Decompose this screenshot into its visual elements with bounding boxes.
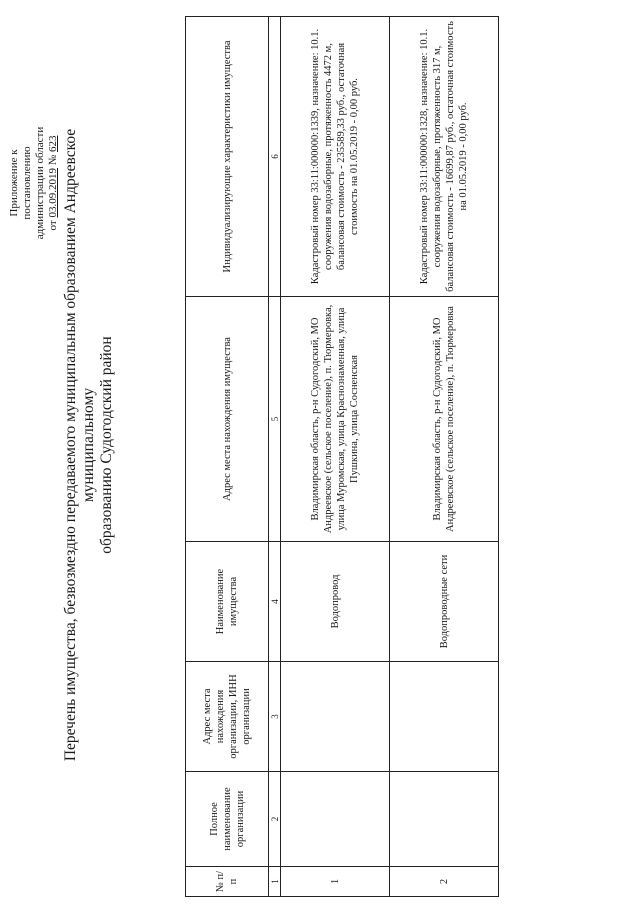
approval-from-prefix: от: [47, 220, 59, 231]
row-number: 1: [281, 867, 390, 897]
column-number-2: 2: [269, 772, 281, 867]
row-property-name: Водопроводные сети: [390, 542, 499, 662]
row-org-name: [281, 772, 390, 867]
approval-date: 03.09.2019: [47, 168, 59, 218]
row-characteristics: Кадастровый номер 33:11:000000:1339, назначение: 10.1. сооружения водозаборные, протяженность 4472 м, балансовая стоимость - 235589,33 руб., остаточная стоимость на 01.05.2019 - 0,00 руб.: [281, 17, 390, 297]
approval-line-1: Приложение к постановлению: [8, 146, 33, 220]
column-number-1: 1: [269, 867, 281, 897]
row-org-address: [281, 662, 390, 772]
table-row: [390, 17, 499, 897]
header-characteristics: Индивидуализирующие характеристики имущества: [186, 17, 269, 297]
approval-number-prefix: №: [47, 154, 59, 166]
approval-number: 623: [47, 135, 59, 153]
column-number-6: 6: [269, 17, 281, 297]
approval-line-3: [47, 113, 60, 253]
table-row: [281, 17, 390, 897]
header-property-address: Адрес места нахождения имущества: [186, 297, 269, 542]
property-table: [185, 16, 499, 897]
title-line-2: образованию Судогодский район: [98, 336, 115, 554]
column-number-5: 5: [269, 297, 281, 542]
row-org-address: [390, 662, 499, 772]
header-number: № п/п: [186, 867, 269, 897]
title-line-1: Перечень имущества, безвозмездно передаваемого муниципальным образованием Андреевское муниципальному: [62, 128, 97, 762]
row-property-name: Водопровод: [281, 542, 390, 662]
row-characteristics: Кадастровый номер 33:11:000000:1328, назначение: 10.1. сооружения водозаборные, протяженность 317 м, балансовая стоимость - 16699,87 руб., остаточная стоимость на 01.05.2019 - 0,00 руб.: [390, 17, 499, 297]
approval-block: [8, 113, 60, 253]
approval-line-2: администрации области: [34, 126, 46, 240]
column-number-4: 4: [269, 542, 281, 662]
row-property-address: Владимирская область, р-н Судогодский, МО Андреевское (сельское поселение), п. Тюрмеровка, улица Муромская, улица Краснознаменная, улица Пушкина, улица Сосненская: [281, 297, 390, 542]
row-number: 2: [390, 867, 499, 897]
row-org-name: [390, 772, 499, 867]
row-property-address: Владимирская область, р-н Судогодский, МО Андреевское (сельское поселение), п. Тюрмеровка: [390, 297, 499, 542]
header-org-name: Полное наименование организации: [186, 772, 269, 867]
document-title: [62, 95, 116, 795]
header-property-name: Наименование имущества: [186, 542, 269, 662]
column-number-3: 3: [269, 662, 281, 772]
header-org-address: Адрес места нахождения организации, ИНН организации: [186, 662, 269, 772]
